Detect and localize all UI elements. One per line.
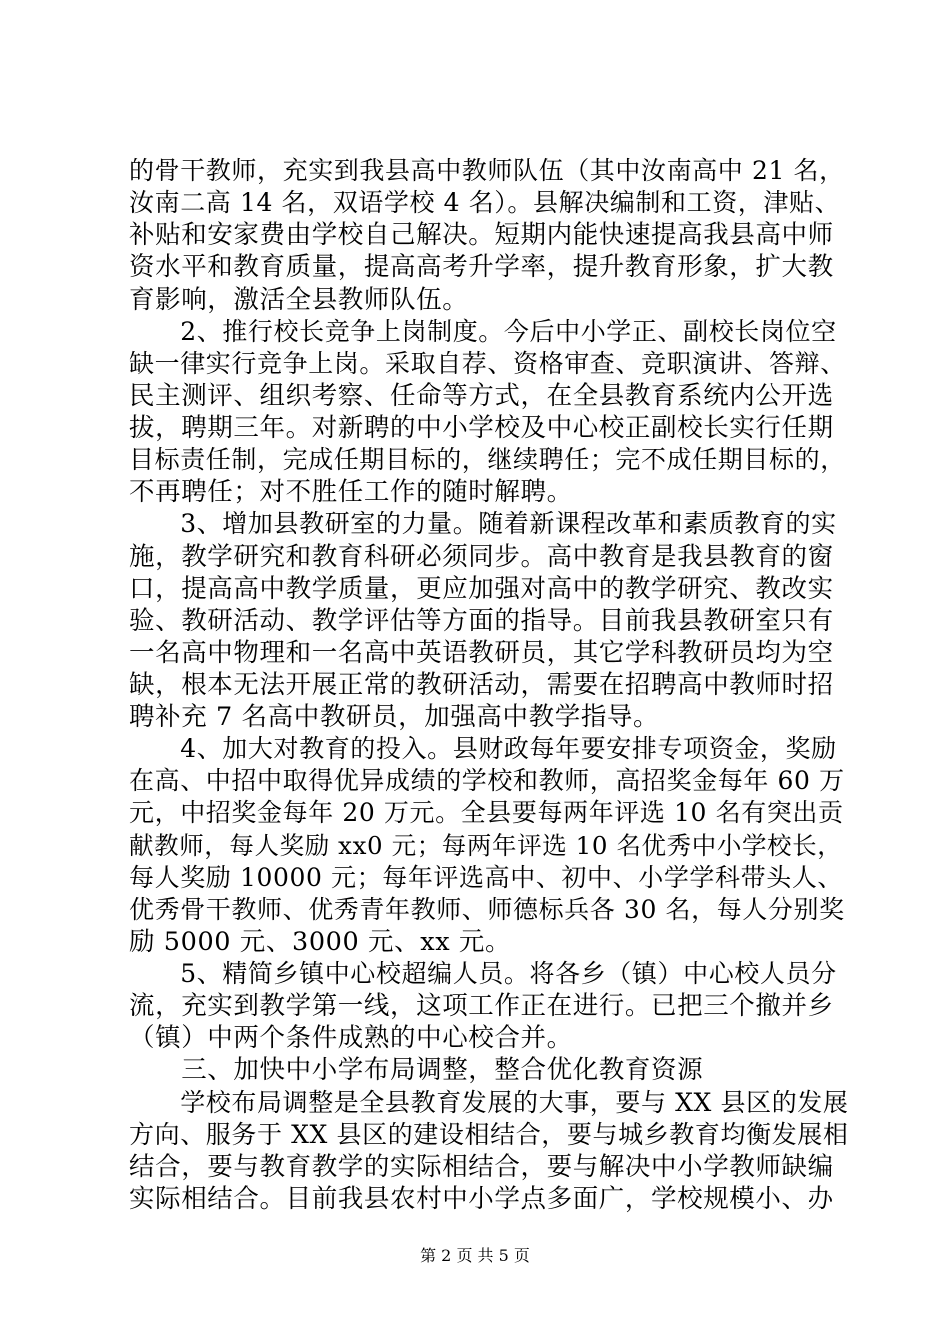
text-line: 施，教学研究和教育科研必须同步。高中教育是我县教育的窗 <box>129 541 834 572</box>
text-line: 育影响，激活全县教师队伍。 <box>129 284 469 315</box>
text-line: 口，提高高中教学质量，更应加强对高中的教学研究、教改实 <box>129 573 834 604</box>
text-line: 方向、服务于 XX 县区的建设相结合，要与城乡教育均衡发展相 <box>129 1119 849 1149</box>
text-line: 在高、中招中取得优异成绩的学校和教师，高招奖金每年 60 万 <box>129 766 845 796</box>
text-line: 结合，要与教育教学的实际相结合，要与解决中小学教师缺编 <box>129 1151 834 1182</box>
text-line: 5、精简乡镇中心校超编人员。将各乡（镇）中心校人员分 <box>129 959 837 988</box>
text-line: 元，中招奖金每年 20 万元。全县要每两年评选 10 名有突出贡 <box>129 798 844 828</box>
text-line: 汝南二高 14 名，双语学校 4 名）。县解决编制和工资，津贴、 <box>129 188 841 218</box>
text-line: 优秀骨干教师、优秀青年教师、师德标兵各 30 名，每人分别奖 <box>129 894 845 924</box>
text-line: 缺，根本无法开展正常的教研活动，需要在招聘高中教师时招 <box>129 669 834 700</box>
text-line: 一名高中物理和一名高中英语教研员，其它学科教研员均为空 <box>129 637 834 668</box>
text-line: 的骨干教师，充实到我县高中教师队伍（其中汝南高中 21 名， <box>129 156 845 185</box>
text-line: 2、推行校长竞争上岗制度。今后中小学正、副校长岗位空 <box>129 316 837 346</box>
text-line: 实际相结合。目前我县农村中小学点多面广，学校规模小、办 <box>129 1183 834 1214</box>
text-line: 4、加大对教育的投入。县财政每年要安排专项资金，奖励 <box>129 734 837 764</box>
text-line: 学校布局调整是全县教育发展的大事，要与 XX 县区的发展 <box>129 1087 849 1117</box>
text-line: 三、加快中小学布局调整，整合优化教育资源 <box>129 1055 704 1086</box>
page-footer: 第 2 页 共 5 页 <box>420 1246 530 1265</box>
text-line: 目标责任制，完成任期目标的，继续聘任；完不成任期目标的， <box>129 445 846 475</box>
text-line: （镇）中两个条件成熟的中心校合并。 <box>129 1023 573 1054</box>
text-line: 流，充实到教学第一线，这项工作正在进行。已把三个撤并乡 <box>129 991 834 1022</box>
text-line: 3、增加县教研室的力量。随着新课程改革和素质教育的实 <box>129 509 837 539</box>
text-line: 每人奖励 10000 元；每年评选高中、初中、小学学科带头人、 <box>129 862 844 892</box>
text-line: 拔，聘期三年。对新聘的中小学校及中心校正副校长实行任期 <box>129 413 834 443</box>
text-line: 资水平和教育质量，提高高考升学率，提升教育形象，扩大教 <box>129 252 834 283</box>
text-line: 献教师，每人奖励 xx0 元；每两年评选 10 名优秀中小学校长， <box>129 830 843 860</box>
text-line: 验、教研活动、教学评估等方面的指导。目前我县教研室只有 <box>129 605 834 636</box>
text-line: 缺一律实行竞争上岗。采取自荐、资格审查、竞职演讲、答辩、 <box>129 348 846 378</box>
text-line: 励 5000 元、3000 元、xx 元。 <box>129 926 512 957</box>
text-line: 不再聘任；对不胜任工作的随时解聘。 <box>129 477 573 508</box>
text-line: 聘补充 7 名高中教研员，加强高中教学指导。 <box>129 702 660 733</box>
text-line: 民主测评、组织考察、任命等方式，在全县教育系统内公开选 <box>129 380 834 411</box>
text-line: 补贴和安家费由学校自己解决。短期内能快速提高我县高中师 <box>129 220 834 251</box>
